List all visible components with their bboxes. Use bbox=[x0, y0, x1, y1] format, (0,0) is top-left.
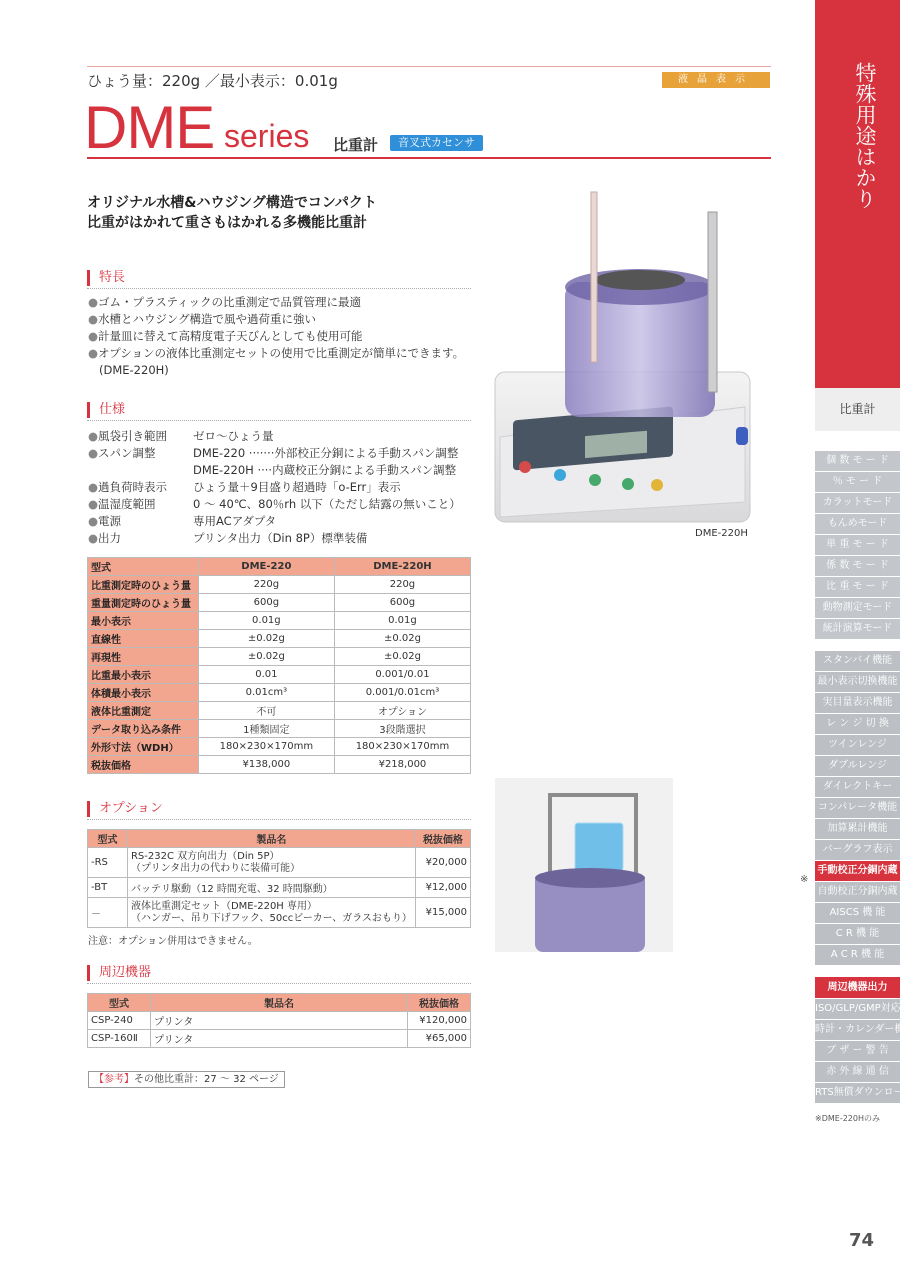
table-cell: ¥218,000 bbox=[334, 756, 470, 774]
sidebar-item[interactable]: 自動校正分銅内蔵 bbox=[815, 882, 900, 902]
product-photo bbox=[495, 182, 757, 542]
table-row bbox=[88, 594, 471, 612]
spec-row: ●風袋引き範囲 ゼロ～ひょう量 bbox=[88, 429, 274, 443]
table-header-cell: 製品名 bbox=[127, 830, 415, 848]
sidebar-item[interactable]: 赤 外 線 通 信 bbox=[815, 1062, 900, 1082]
sidebar-item[interactable]: 時計・カレンダー機能 bbox=[815, 1020, 900, 1040]
table-cell: 1種類固定 bbox=[198, 720, 334, 738]
table-cell: 0.01g bbox=[198, 612, 334, 630]
table-cell: 600g bbox=[334, 594, 470, 612]
table-header-row bbox=[88, 830, 471, 848]
table-row bbox=[88, 702, 471, 720]
table-row bbox=[88, 612, 471, 630]
sidebar-item[interactable]: ダイレクトキー bbox=[815, 777, 900, 797]
peripherals-heading: 周辺機器 bbox=[87, 965, 151, 981]
table-cell: 180×230×170mm bbox=[198, 738, 334, 756]
table-row bbox=[88, 720, 471, 738]
row-label: 体積最小表示 bbox=[88, 684, 199, 702]
lcd-badge: 液晶表示 bbox=[662, 72, 770, 88]
row-label: 重量測定時のひょう量 bbox=[88, 594, 199, 612]
sidebar-item[interactable]: 実目量表示機能 bbox=[815, 693, 900, 713]
table-header-row bbox=[88, 994, 471, 1012]
peripherals-table bbox=[87, 993, 471, 1048]
table-row bbox=[88, 666, 471, 684]
spec-row: ●スパン調整 DME-220 ·······外部校正分銅による手動スパン調整 bbox=[88, 446, 459, 460]
sidebar-star-marker: ※ bbox=[800, 874, 809, 885]
table-cell: ±0.02g bbox=[334, 630, 470, 648]
table-row bbox=[88, 878, 471, 898]
sidebar-item[interactable]: 比 重 モ ー ド bbox=[815, 577, 900, 597]
capacity-subtitle: ひょう量：220g ／最小表示：0.01g bbox=[87, 72, 338, 90]
features-rule bbox=[87, 288, 471, 289]
table-cell bbox=[127, 848, 415, 878]
page-title: DME bbox=[84, 94, 215, 161]
sidebar-item[interactable]: スタンバイ機能 bbox=[815, 651, 900, 671]
list-item: ●オプションの液体比重測定セットの使用で比重測定が簡単にできます。 bbox=[88, 346, 465, 360]
table-cell: 0.001/0.01cm³ bbox=[334, 684, 470, 702]
reference-text: その他比重計：27 ～ 32 ページ bbox=[134, 1074, 279, 1085]
table-cell: -BT bbox=[88, 878, 128, 898]
table-header-cell: 型式 bbox=[88, 830, 128, 848]
options-table bbox=[87, 829, 471, 928]
table-row bbox=[88, 684, 471, 702]
table-cell: バッテリ駆動（12 時間充電、32 時間駆動） bbox=[127, 878, 415, 898]
title-series: series bbox=[224, 118, 310, 154]
sidebar-item-active[interactable]: 周辺機器出力 bbox=[815, 977, 900, 998]
table-row bbox=[88, 630, 471, 648]
options-rule bbox=[87, 819, 471, 820]
table-cell: ±0.02g bbox=[198, 630, 334, 648]
sidebar-item[interactable]: 最小表示切換機能 bbox=[815, 672, 900, 692]
sidebar-item[interactable]: ツインレンジ bbox=[815, 735, 900, 755]
sidebar-item[interactable]: AISCS 機 能 bbox=[815, 903, 900, 923]
sidebar-item[interactable]: 統計演算モード bbox=[815, 619, 900, 639]
table-cell: CSP-160Ⅱ bbox=[88, 1030, 151, 1048]
list-item-cont: (DME-220H) bbox=[99, 363, 169, 377]
spec-row: ●出力 プリンタ出力（Din 8P）標準装備 bbox=[88, 531, 368, 545]
spec-row: ●過負荷時表示 ひょう量＋9目盛り超過時「o-Err」表示 bbox=[88, 480, 401, 494]
table-cell: CSP-240 bbox=[88, 1012, 151, 1030]
table-row bbox=[88, 738, 471, 756]
row-label: 再現性 bbox=[88, 648, 199, 666]
specs-list bbox=[88, 428, 461, 547]
sidebar-item[interactable]: レ ン ジ 切 換 bbox=[815, 714, 900, 734]
option-name-sub: （ハンガー、吊り下げフック、50ccビーカー、ガラスおもり） bbox=[130, 912, 412, 924]
table-header-cell: 税抜価格 bbox=[415, 830, 470, 848]
sidebar-item[interactable]: 個 数 モ ー ド bbox=[815, 451, 900, 471]
liquid-set-photo bbox=[495, 778, 673, 952]
row-label: 比重測定時のひょう量 bbox=[88, 576, 199, 594]
option-name: RS-232C 双方向出力（Din 5P） bbox=[130, 850, 280, 862]
sidebar-note: ※DME-220Hのみ bbox=[815, 1114, 880, 1123]
sidebar-item[interactable]: コンパレータ機能 bbox=[815, 798, 900, 818]
sidebar-item[interactable]: バーグラフ表示 bbox=[815, 840, 900, 860]
sidebar-item[interactable]: ブ ザ ー 警 告 bbox=[815, 1041, 900, 1061]
sidebar-item[interactable]: カラットモード bbox=[815, 493, 900, 513]
title-rule bbox=[87, 157, 771, 159]
top-rule bbox=[87, 66, 771, 67]
list-item: ●ゴム・プラスティックの比重測定で品質管理に最適 bbox=[88, 295, 362, 309]
table-row bbox=[88, 898, 471, 928]
table-header-cell: 製品名 bbox=[151, 994, 408, 1012]
sidebar-item[interactable]: 単 重 モ ー ド bbox=[815, 535, 900, 555]
options-note: 注意：オプション併用はできません。 bbox=[88, 936, 258, 947]
table-cell: 0.001/0.01 bbox=[334, 666, 470, 684]
sidebar-item[interactable]: ISO/GLP/GMP対応印字 bbox=[815, 999, 900, 1019]
features-list bbox=[88, 294, 464, 379]
spec-table bbox=[87, 557, 471, 774]
table-cell: 220g bbox=[198, 576, 334, 594]
row-label: 外形寸法（WDH） bbox=[88, 738, 199, 756]
sidebar-title: 特殊用途はかり bbox=[853, 62, 877, 209]
table-cell: ¥138,000 bbox=[198, 756, 334, 774]
sidebar-item[interactable]: 加算累計機能 bbox=[815, 819, 900, 839]
table-cell: ¥65,000 bbox=[408, 1030, 471, 1048]
sidebar-item[interactable]: ダブルレンジ bbox=[815, 756, 900, 776]
sidebar-item[interactable]: A C R 機 能 bbox=[815, 945, 900, 965]
sidebar-item[interactable]: もんめモード bbox=[815, 514, 900, 534]
spec-row: ●温湿度範囲 0 ～ 40℃、80％rh 以下（ただし結露の無いこと） bbox=[88, 497, 461, 511]
option-name: 液体比重測定セット（DME-220H 専用） bbox=[130, 900, 318, 912]
table-cell: ¥15,000 bbox=[415, 898, 470, 928]
sidebar-category: 比重計 bbox=[815, 388, 900, 431]
table-header-cell: 型式 bbox=[88, 558, 199, 576]
table-cell: 不可 bbox=[198, 702, 334, 720]
specs-rule bbox=[87, 420, 471, 421]
reference-tag: 【参考】 bbox=[94, 1074, 134, 1085]
sidebar-item[interactable]: C R 機 能 bbox=[815, 924, 900, 944]
sensor-badge: 音叉式カセンサ bbox=[390, 135, 483, 151]
row-label: 税抜価格 bbox=[88, 756, 199, 774]
spec-row: ●電源 専用ACアダプタ bbox=[88, 514, 277, 528]
table-cell: プリンタ bbox=[151, 1030, 408, 1048]
row-label: 比重最小表示 bbox=[88, 666, 199, 684]
row-label: データ取り込み条件 bbox=[88, 720, 199, 738]
table-cell: ±0.02g bbox=[198, 648, 334, 666]
table-cell: ±0.02g bbox=[334, 648, 470, 666]
table-cell: ¥120,000 bbox=[408, 1012, 471, 1030]
table-cell bbox=[127, 898, 415, 928]
table-cell: オプション bbox=[334, 702, 470, 720]
table-header-row bbox=[88, 558, 471, 576]
page-number: 74 bbox=[849, 1230, 875, 1251]
sidebar-item[interactable]: RTS無償ダウンロード bbox=[815, 1083, 900, 1103]
option-name-sub: （プリンタ出力の代わりに装備可能） bbox=[130, 862, 301, 874]
tagline-1: オリジナル水槽&ハウジング構造でコンパクト bbox=[87, 195, 377, 211]
table-row bbox=[88, 576, 471, 594]
row-label: 最小表示 bbox=[88, 612, 199, 630]
list-item: ●計量皿に替えて高精度電子天びんとしても使用可能 bbox=[88, 329, 363, 343]
title-product-type: 比重計 bbox=[333, 136, 379, 154]
table-cell: ¥12,000 bbox=[415, 878, 470, 898]
specs-heading: 仕様 bbox=[87, 402, 125, 418]
table-row bbox=[88, 848, 471, 878]
reference-note bbox=[88, 1071, 285, 1088]
table-cell: ¥20,000 bbox=[415, 848, 470, 878]
table-header-cell: DME-220H bbox=[334, 558, 470, 576]
table-row bbox=[88, 1012, 471, 1030]
row-label: 直線性 bbox=[88, 630, 199, 648]
table-header-cell: 型式 bbox=[88, 994, 151, 1012]
table-cell: 0.01g bbox=[334, 612, 470, 630]
sidebar-item-active[interactable]: 手動校正分銅内蔵 bbox=[815, 861, 900, 881]
table-cell: 0.01 bbox=[198, 666, 334, 684]
table-header-cell: DME-220 bbox=[198, 558, 334, 576]
spec-row: DME-220H ····内蔵校正分銅による手動スパン調整 bbox=[193, 463, 457, 477]
features-heading: 特長 bbox=[87, 270, 125, 286]
photo-caption: DME-220H bbox=[695, 528, 748, 539]
peripherals-rule bbox=[87, 983, 471, 984]
options-heading: オプション bbox=[87, 801, 163, 817]
sidebar-item[interactable]: 係 数 モ ー ド bbox=[815, 556, 900, 576]
table-cell: プリンタ bbox=[151, 1012, 408, 1030]
row-label: 液体比重測定 bbox=[88, 702, 199, 720]
list-item: ●水槽とハウジング構造で風や過荷重に強い bbox=[88, 312, 317, 326]
table-row bbox=[88, 648, 471, 666]
table-row bbox=[88, 756, 471, 774]
table-cell: 180×230×170mm bbox=[334, 738, 470, 756]
sidebar-item[interactable]: ％ モ ー ド bbox=[815, 472, 900, 492]
table-cell: 220g bbox=[334, 576, 470, 594]
table-cell: 3段階選択 bbox=[334, 720, 470, 738]
table-header-cell: 税抜価格 bbox=[408, 994, 471, 1012]
sidebar-item[interactable]: 動物測定モード bbox=[815, 598, 900, 618]
table-cell: 0.01cm³ bbox=[198, 684, 334, 702]
table-row bbox=[88, 1030, 471, 1048]
tagline-2: 比重がはかれて重さもはかれる多機能比重計 bbox=[87, 215, 367, 231]
table-cell: -RS bbox=[88, 848, 128, 878]
table-cell: 600g bbox=[198, 594, 334, 612]
table-cell: － bbox=[88, 898, 128, 928]
